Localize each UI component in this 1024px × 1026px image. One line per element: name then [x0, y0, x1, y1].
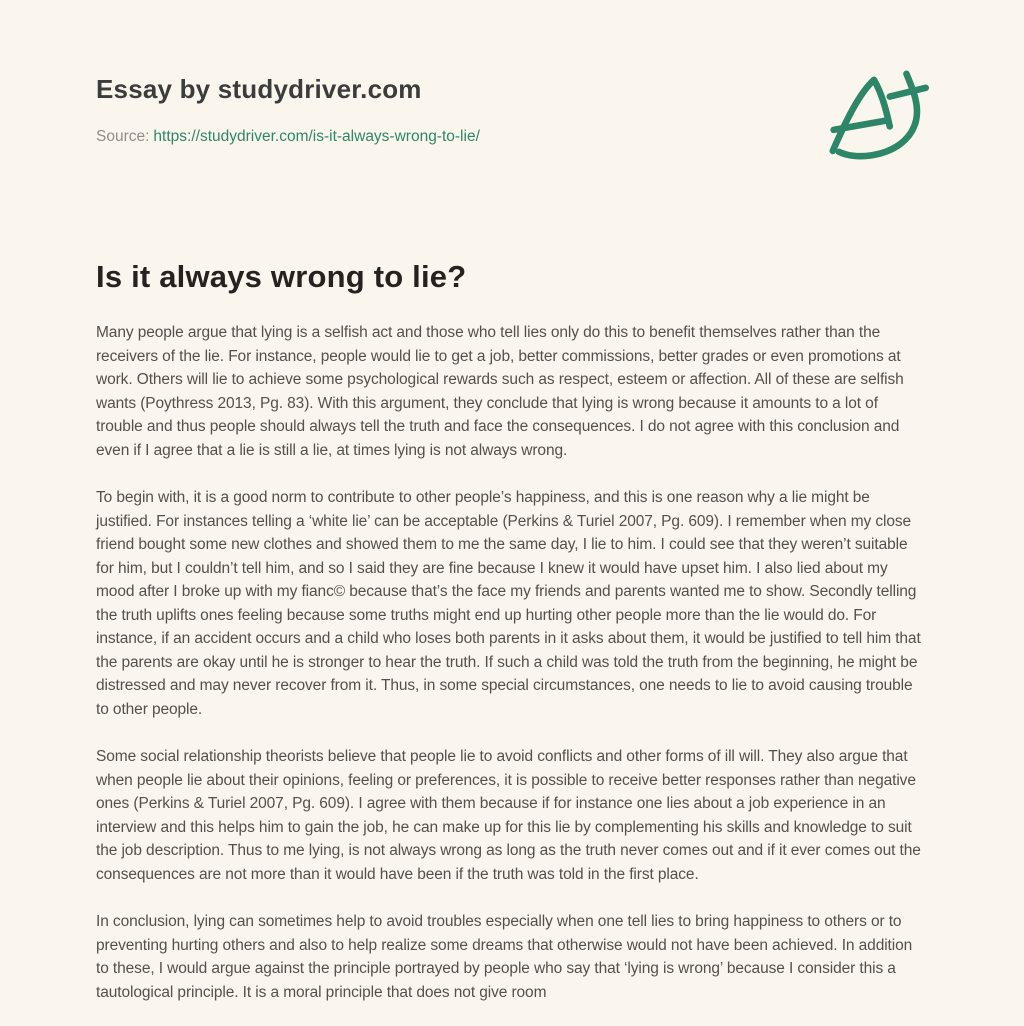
source-line — [96, 129, 928, 145]
header-title: Essay by studydriver.com — [96, 74, 422, 104]
source-label: Source: — [96, 128, 150, 145]
page-header — [96, 0, 928, 145]
essay-paragraph-2: To begin with, it is a good norm to contribute to other people’s happiness, and this is one reason why a lie might be justified. For instances telling a ‘white lie’ can be acceptable (Perkins & Turiel 2007, Pg. 609). I remember when my close friend bought some new clothes and showed them to me the same day, I lie to him. I could see that they weren’t suitable for him, but I couldn’t tell him, and so I said they are fine because I knew it would have upset him. I also lied about my mood after I broke up with my fianc© because that’s the face my friends and parents wanted me to show. Secondly telling the truth uplifts ones feeling because some truths might end up hurting other people more than the lie would do. For instance, if an accident occurs and a child who loses both parents in it asks about them, it would be justified to tell him that the parents are okay until he is stronger to hear the truth. If such a child was told the truth from the beginning, he might be distressed and may never recover from it. Thus, in some special circumstances, one needs to lie to avoid causing trouble to other people. — [96, 489, 921, 718]
essay-paragraph-3: Some social relationship theorists believe that people lie to avoid conflicts and other forms of ill will. They also argue that when people lie about their opinions, feeling or preferences, it is possible to receive better responses rather than negative ones (Perkins & Turiel 2007, Pg. 609). I agree with them because if for instance one lies about a job experience in an interview and this helps him to gain the job, he can make up for this lie by complementing his skills and knowledge to suit the job description. Thus to me lying, is not always wrong as long as the truth never comes out and if it ever comes out the consequences are not more than it would have been if the truth was told in the first place. — [96, 748, 921, 883]
essay-paragraph-4: In conclusion, lying can sometimes help to avoid troubles especially when one tell lies to bring happiness to others or to preventing hurting others and also to help realize some dreams that otherwise would not have been achieved. In addition to these, I would argue against the principle portrayed by people who say that ‘lying is wrong’ because I consider this a tautological principle. It is a moral principle that does not give room — [96, 913, 913, 1001]
studydriver-logo — [824, 64, 938, 180]
essay-content — [96, 259, 928, 1004]
essay-paragraph-1: Many people argue that lying is a selfish act and those who tell lies only do this to benefit themselves rather than the receivers of the lie. For instance, people would lie to get a job, better commissions, better grades or even promotions at work. Others will lie to achieve some psychological rewards such as respect, esteem or affection. All of these are selfish wants (Poythress 2013, Pg. 83). With this argument, they conclude that lying is wrong because it amounts to a lot of trouble and thus people should always tell the truth and face the consequences. I do not agree with this conclusion and even if I agree that a lie is still a lie, at times lying is not always wrong. — [96, 324, 904, 459]
source-link[interactable]: https://studydriver.com/is-it-always-wrong-to-lie/ — [153, 128, 480, 145]
a-plus-logo-icon — [824, 64, 938, 180]
essay-title: Is it always wrong to lie? — [96, 259, 467, 294]
